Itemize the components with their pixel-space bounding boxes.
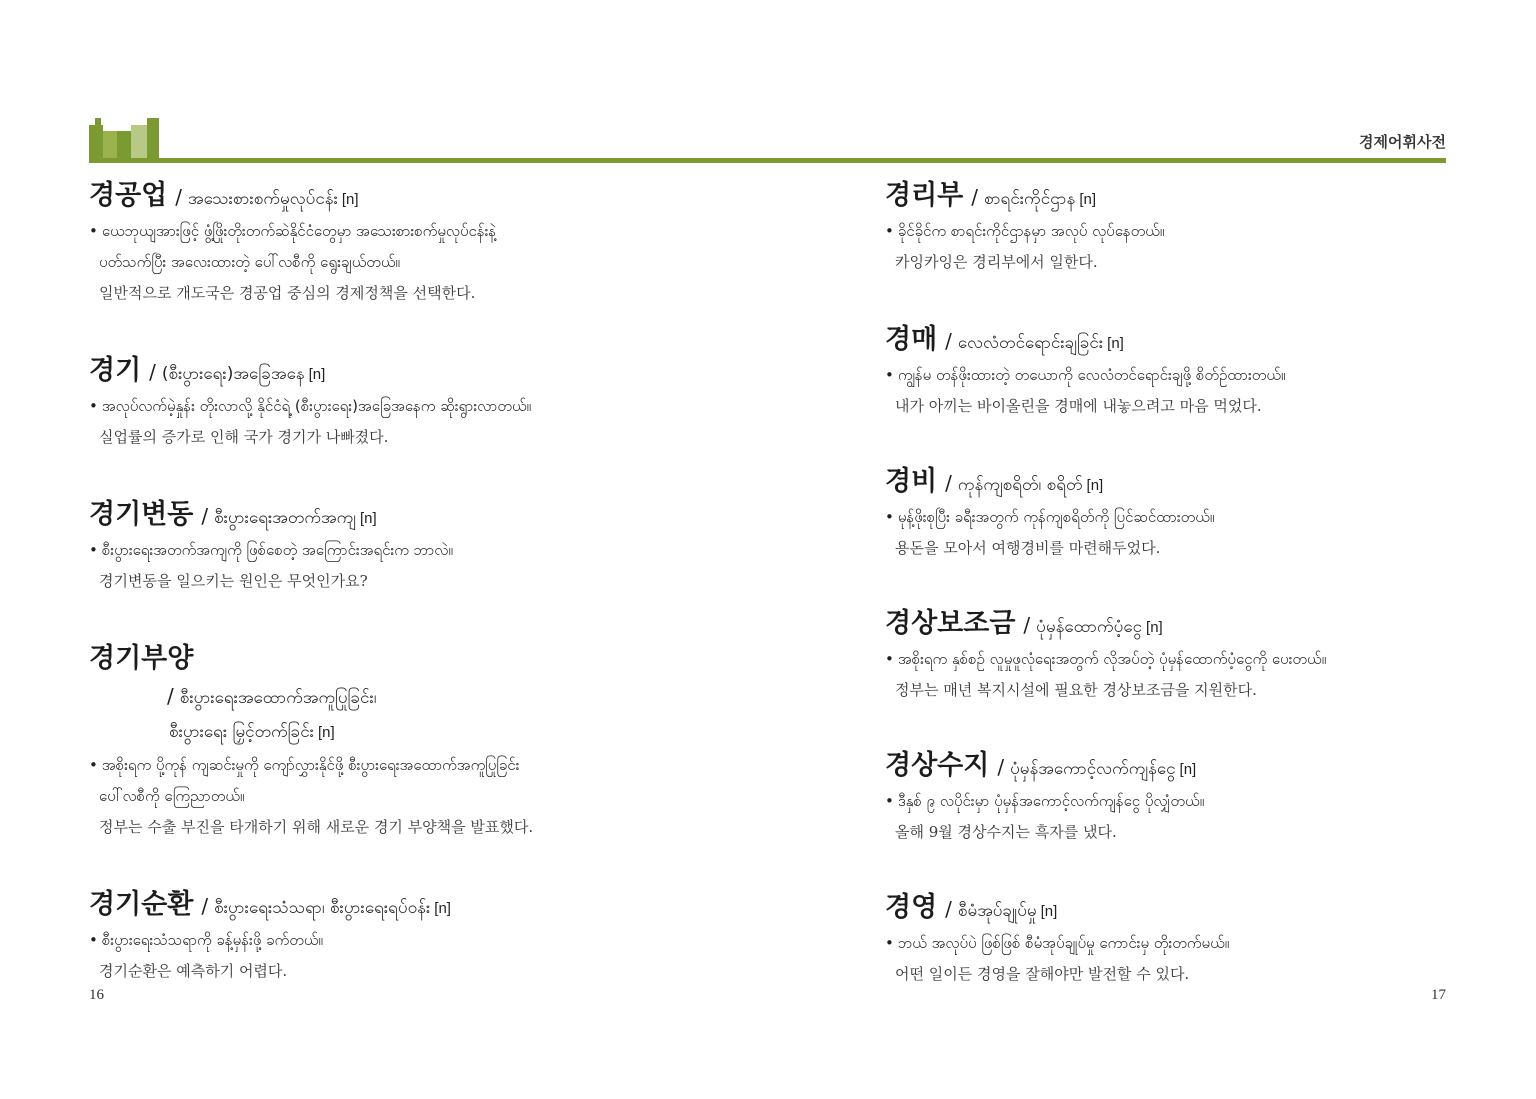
translation: စီမံအုပ်ချုပ်မှု: [957, 901, 1037, 921]
example-myanmar: [89, 750, 709, 781]
example-myanmar: [885, 216, 1505, 247]
translation: စီးပွားရေးအထောက်အကူပြုခြင်း၊: [179, 688, 377, 708]
dictionary-entry: [89, 351, 709, 453]
dictionary-entry: [885, 746, 1505, 848]
example-korean: 정부는 매년 복지시설에 필요한 경상보조금을 지원한다.: [895, 681, 1257, 699]
headword: 경공업: [89, 180, 168, 211]
term-line: [89, 351, 709, 391]
term-line: [89, 176, 709, 216]
headword: 경기부양: [89, 643, 194, 674]
example-myanmar: [89, 535, 709, 566]
example-korean: 일반적으로 개도국은 경공업 중심의 경제정책을 선택한다.: [99, 284, 476, 302]
separator-slash: /: [1023, 613, 1031, 637]
term-line: [885, 888, 1505, 928]
example-korean: 실업률의 증가로 인해 국가 경기가 나빠졌다.: [99, 428, 389, 446]
bullet-point: •: [885, 792, 894, 810]
example-myanmar-text: အစိုးရက နှစ်စဉ် လူမှုဖူလုံရေးအတွက် လိုအပ်တဲ့ ပုံမှန်ထောက်ပံ့ငွေကို ပေးတယ်။: [897, 650, 1327, 668]
page-number-right: 17: [1431, 987, 1446, 1003]
book-title: 경제어휘사전: [1359, 134, 1446, 151]
term-line: [89, 495, 709, 535]
term-line: [89, 885, 709, 925]
example-myanmar: [885, 786, 1505, 817]
separator-slash: /: [971, 185, 978, 209]
headword: 경리부: [885, 180, 964, 211]
header-decoration: [89, 118, 159, 161]
separator-slash: /: [201, 894, 209, 918]
example-myanmar: [89, 247, 709, 278]
translation-line: [89, 715, 709, 750]
bullet-point: •: [89, 756, 98, 774]
example-myanmar-text: စီးပွားရေးအတက်အကျကို ဖြစ်စေတဲ့ အကြောင်းအရင်းက ဘာလဲ။: [101, 541, 453, 559]
term-line: [885, 604, 1505, 644]
example-korean: 용돈을 모아서 여행경비를 마련해두었다.: [895, 539, 1161, 557]
example-korean: 어떤 일이든 경영을 잘해야만 발전할 수 있다.: [895, 965, 1190, 983]
separator-slash: /: [149, 360, 156, 384]
example-korean: 내가 아끼는 바이올린을 경매에 내놓으려고 마음 먹었다.: [895, 397, 1262, 415]
example-myanmar: [885, 644, 1505, 675]
translation: စီးပွားရေး မြှင့်တက်ခြင်း: [169, 722, 314, 742]
separator-slash: /: [945, 329, 952, 353]
example-myanmar-text: အလုပ်လက်မဲ့နှုန်း တိုးလာလို့ နိုင်ငံရဲ့ (စီးပွားရေး)အခြေအနေက ဆိုးရွားလာတယ်။: [101, 397, 532, 415]
translation: အသေးစားစက်မှုလုပ်ငန်း: [188, 189, 338, 209]
example-myanmar-text: ယေဘုယျအားဖြင့် ဖွံ့ဖြိုးတိုးတက်ဆဲနိုင်ငံတွေမှာ အသေးစားစက်မှုလုပ်ငန်းနဲ့: [101, 222, 497, 240]
headword: 경기순환: [89, 889, 194, 920]
separator-slash: /: [167, 684, 174, 708]
part-of-speech: [n]: [360, 510, 377, 527]
example-myanmar-text: ဒီနှစ် ၉ လပိုင်းမှာ ပုံမှန်အကောင့်လက်ကျန်ငွေ ပိုလျှံတယ်။: [897, 792, 1205, 810]
example-myanmar: [885, 502, 1505, 533]
dictionary-entry: [89, 176, 709, 309]
term-line: [885, 320, 1505, 360]
headword: 경매: [885, 324, 938, 355]
dictionary-entry: [885, 320, 1505, 422]
dictionary-entry: [885, 462, 1505, 564]
translation-line: [89, 679, 709, 715]
example-myanmar-text: အစိုးရက ပို့ကုန် ကျဆင်းမှုကို ကျော်လွှားနိုင်ဖို့ စီးပွားရေးအထောက်အကူပြုခြင်း: [101, 756, 520, 774]
part-of-speech: [n]: [1079, 191, 1097, 208]
example-korean: 카잉카잉은 경리부에서 일한다.: [895, 253, 1098, 271]
term-line: [89, 639, 709, 679]
part-of-speech: [n]: [1040, 903, 1058, 920]
right-column: [885, 176, 1505, 990]
example-myanmar: [89, 781, 709, 812]
example-korean: 경기변동을 일으키는 원인은 무엇인가요?: [99, 572, 368, 590]
dictionary-entry: [885, 888, 1505, 990]
headword: 경상보조금: [885, 608, 1016, 639]
example-myanmar-text: ပေါ်လစီကို ကြေညာတယ်။: [99, 787, 245, 805]
separator-slash: /: [201, 504, 209, 528]
headword: 경기변동: [89, 499, 194, 530]
example-myanmar: [89, 925, 709, 956]
bullet-point: •: [89, 931, 98, 949]
bullet-point: •: [885, 934, 894, 952]
translation: စီးပွားရေးအတက်အကျ: [214, 508, 356, 528]
dictionary-entry: [89, 885, 709, 987]
translation: ကုန်ကျစရိတ်၊ စရိတ်: [957, 475, 1083, 495]
example-myanmar: [89, 391, 709, 422]
translation: (စီးပွားရေး)အခြေအနေ: [161, 364, 305, 384]
bullet-point: •: [885, 508, 894, 526]
part-of-speech: [n]: [317, 724, 335, 741]
separator-slash: /: [997, 755, 1005, 779]
term-line: [885, 462, 1505, 502]
example-myanmar-text: ပတ်သက်ပြီး အလေးထားတဲ့ ပေါ်လစီကို ရွေးချယ်တယ်။: [99, 253, 400, 271]
example-korean: 정부는 수출 부진을 타개하기 위해 새로운 경기 부양책을 발표했다.: [99, 818, 534, 836]
example-korean: 올해 9월 경상수지는 흑자를 냈다.: [895, 823, 1117, 841]
translation: ပုံမှန်ထောက်ပံ့ငွေ: [1036, 617, 1143, 637]
translation: စာရင်းကိုင်ဌာန: [984, 189, 1076, 209]
dictionary-entry: [885, 176, 1505, 278]
headword: 경상수지: [885, 750, 990, 781]
example-myanmar-text: ဘယ် အလုပ်ပဲ ဖြစ်ဖြစ် စီမံအုပ်ချုပ်မှု ကောင်းမှ တိုးတက်မယ်။: [897, 934, 1230, 952]
separator-slash: /: [945, 471, 952, 495]
bullet-point: •: [885, 650, 894, 668]
example-myanmar-text: မုန့်ဖိုးစုပြီး ခရီးအတွက် ကုန်ကျစရိတ်ကို ပြင်ဆင်ထားတယ်။: [897, 508, 1215, 526]
example-myanmar-text: ကျွန်မ တန်ဖိုးထားတဲ့ တယောကို လေလံတင်ရောင်းချဖို့ စိတ်ဉ်ထားတယ်။: [897, 366, 1286, 384]
part-of-speech: [n]: [1107, 335, 1124, 352]
bullet-point: •: [89, 541, 98, 559]
page-number-left: 16: [89, 987, 104, 1003]
translation: စီးပွားရေးသံသရာ၊ စီးပွားရေးရပ်ဝန်း: [214, 898, 431, 918]
separator-slash: /: [175, 185, 182, 209]
bullet-point: •: [89, 222, 98, 240]
part-of-speech: [n]: [341, 191, 359, 208]
headword: 경영: [885, 892, 938, 923]
bullet-point: •: [89, 397, 98, 415]
bullet-point: •: [885, 222, 894, 240]
header-rule: [89, 158, 1446, 163]
example-myanmar: [885, 928, 1505, 959]
part-of-speech: [n]: [1086, 477, 1104, 494]
example-myanmar: [89, 216, 709, 247]
dictionary-entry: [89, 495, 709, 597]
part-of-speech: [n]: [1179, 761, 1197, 778]
part-of-speech: [n]: [1146, 619, 1163, 636]
example-myanmar-text: စီးပွားရေးသံသရာကို ခန့်မှန်းဖို့ ခက်တယ်။: [101, 931, 323, 949]
dictionary-entry: [89, 639, 709, 843]
separator-slash: /: [945, 897, 952, 921]
example-myanmar-text: ခိုင်ခိုင်က စာရင်းကိုင်ဌာနမှာ အလုပ် လုပ်နေတယ်။: [897, 222, 1165, 240]
left-column: [89, 176, 709, 987]
term-line: [885, 746, 1505, 786]
bullet-point: •: [885, 366, 894, 384]
example-myanmar: [885, 360, 1505, 391]
headword: 경기: [89, 355, 142, 386]
part-of-speech: [n]: [434, 900, 451, 917]
headword: 경비: [885, 466, 938, 497]
translation: ပုံမှန်အကောင့်လက်ကျန်ငွေ: [1010, 759, 1176, 779]
term-line: [885, 176, 1505, 216]
part-of-speech: [n]: [308, 366, 326, 383]
dictionary-entry: [885, 604, 1505, 706]
translation: လေလံတင်ရောင်းချခြင်း: [957, 333, 1104, 353]
example-korean: 경기순환은 예측하기 어렵다.: [99, 962, 288, 980]
